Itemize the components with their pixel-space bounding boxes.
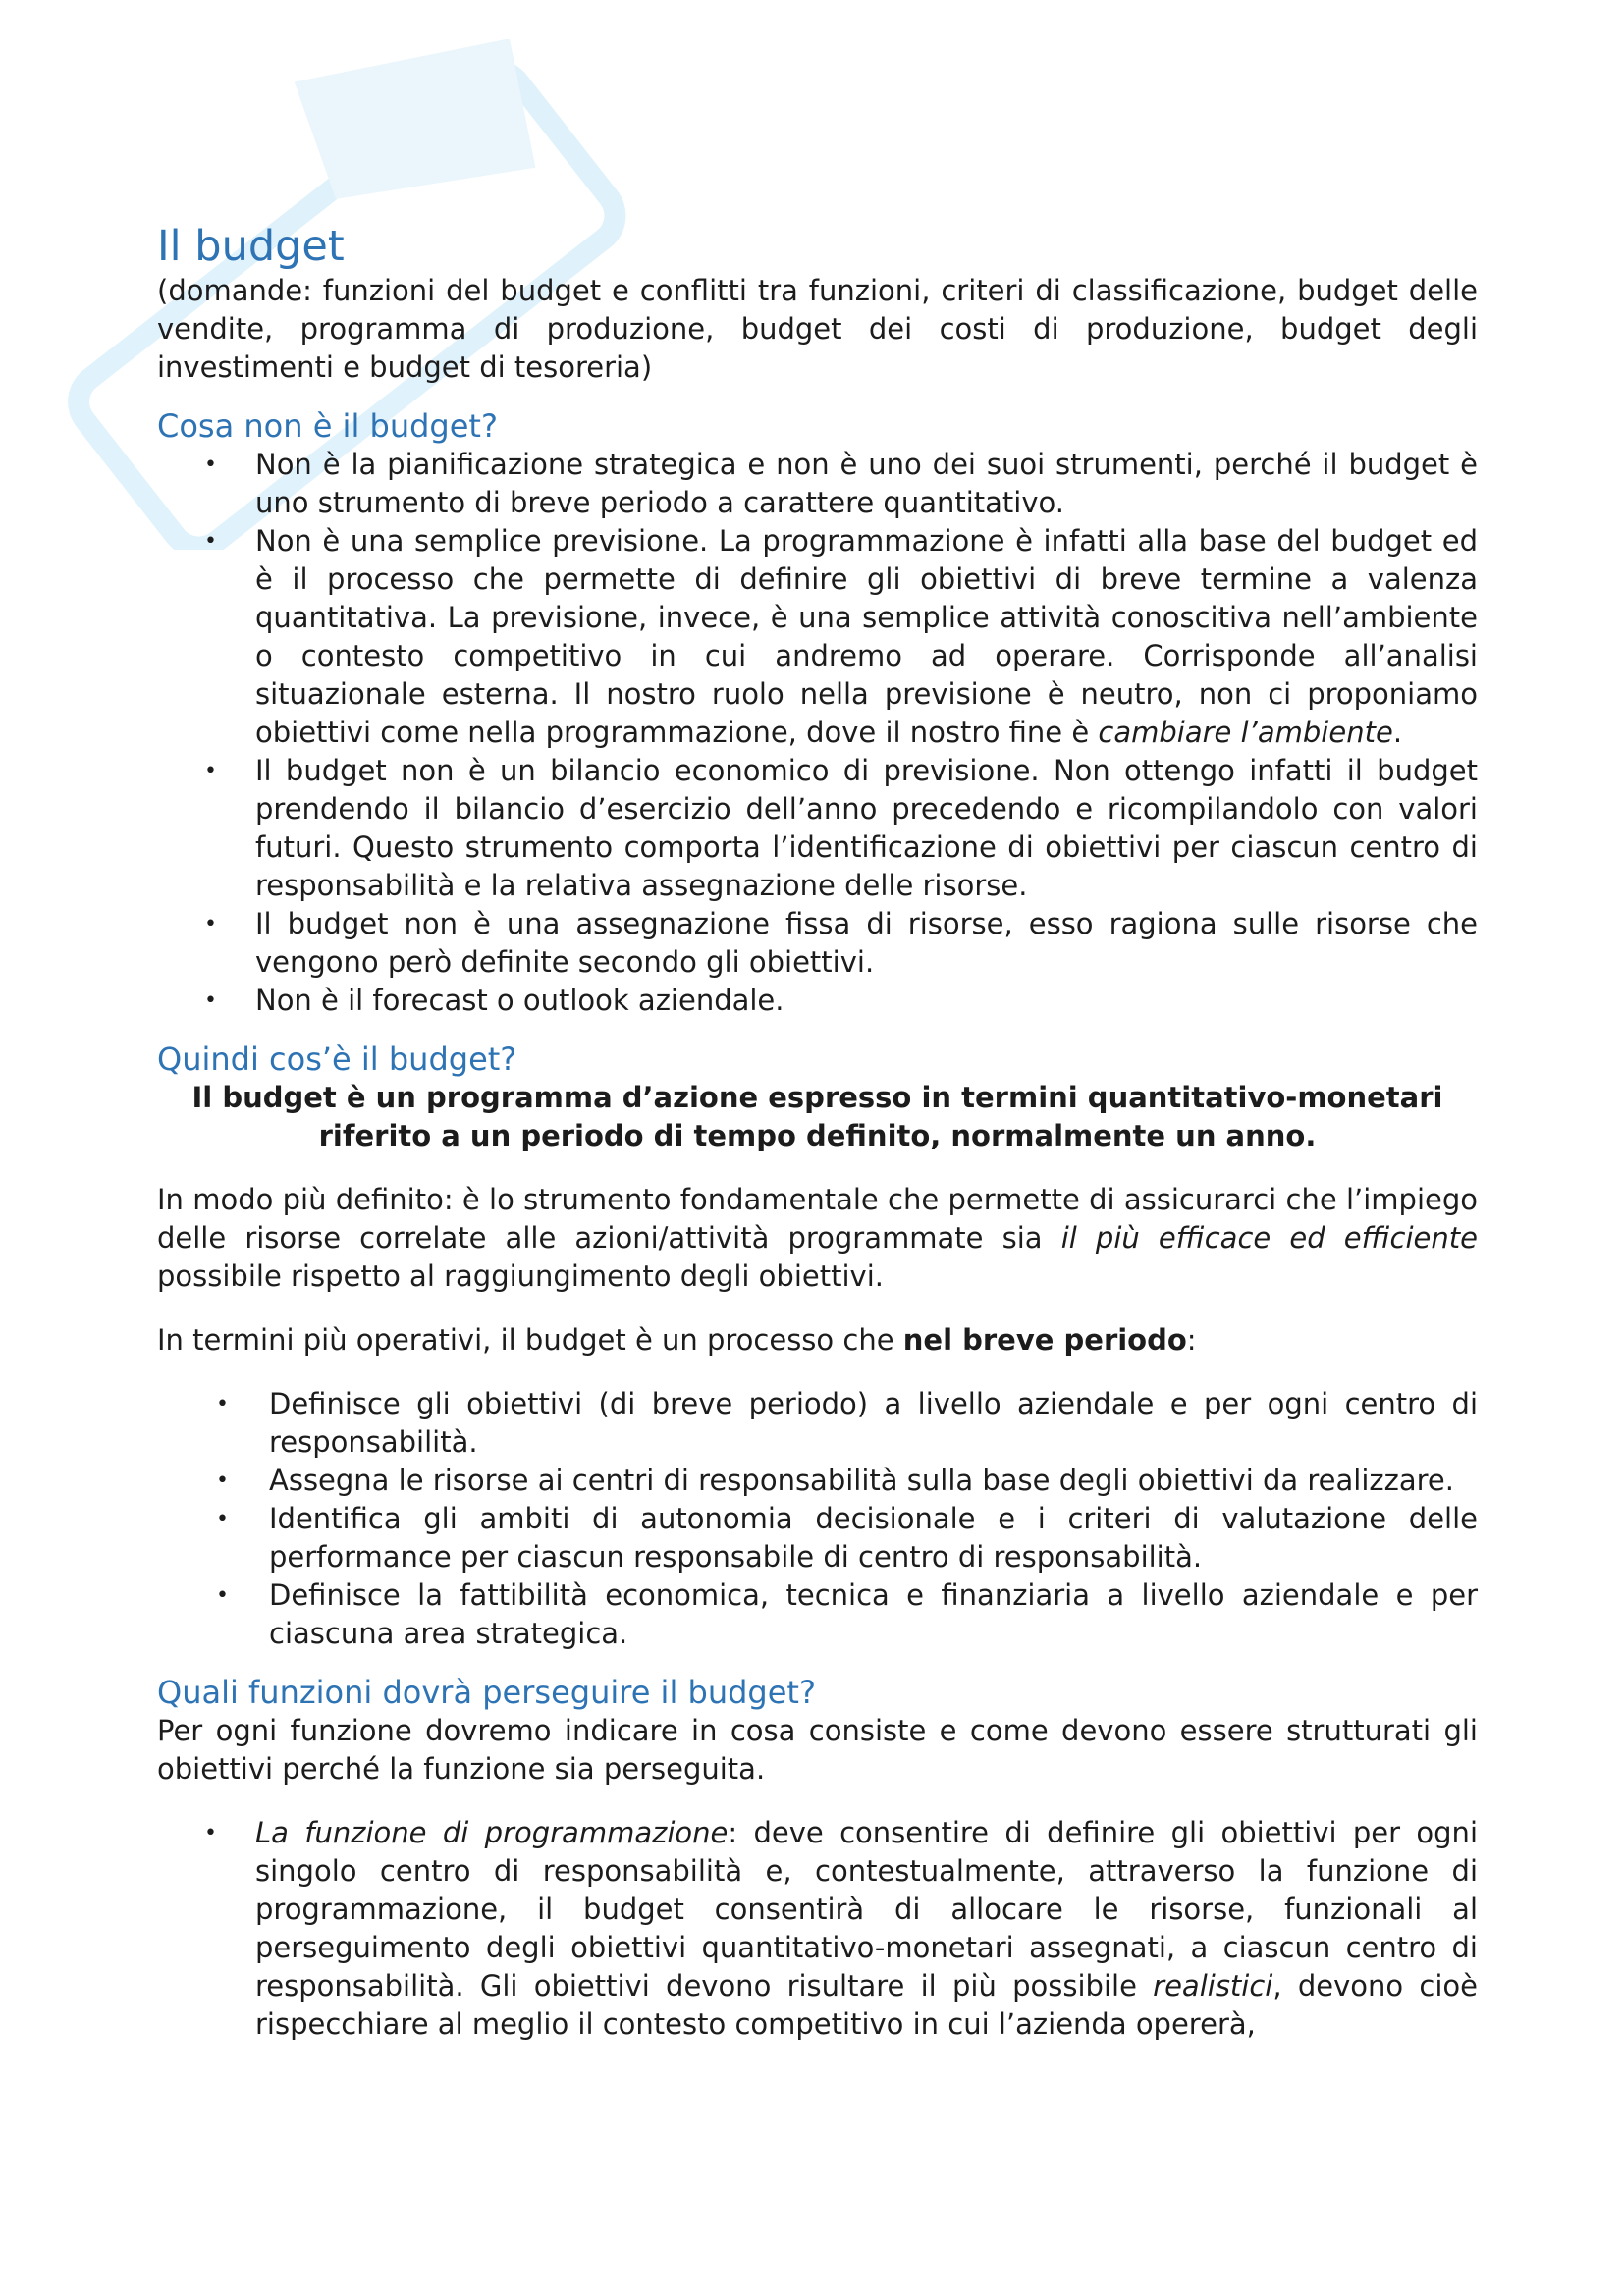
paragraph-operativi: In termini più operativi, il budget è un processo che nel breve periodo: (157, 1323, 1197, 1357)
section-heading-funzioni: Quali funzioni dovrà perseguire il budget? (157, 1674, 816, 1711)
paragraph-funzioni-intro: Per ogni funzione dovremo indicare in cosa consiste e come devono essere strutturati gli obiettivi perché la funzione sia perseguita. (157, 1714, 1478, 1786)
section-heading-cos-e: Quindi cos’è il budget? (157, 1041, 517, 1078)
list-item: • Non è il forecast o outlook aziendale. (157, 982, 1478, 1020)
list-item: • Assegna le risorse ai centri di responsabilità sulla base degli obiettivi da realizzare. (157, 1462, 1478, 1500)
list-cosa-non-e (157, 446, 1478, 1020)
bullet-icon: • (204, 759, 217, 783)
list-item: • Identifica gli ambiti di autonomia decisionale e i criteri di valutazione delle performance per ciascun responsabile di centro di responsabilità. (216, 1502, 1478, 1574)
bullet-icon: • (204, 453, 217, 477)
page-title: Il budget (157, 222, 345, 271)
list-processo (157, 1385, 1478, 1653)
intro-paragraph: (domande: funzioni del budget e conflitti tra funzioni, criteri di classificazione, budget delle vendite, programma di produzione, budget dei costi di produzione, budget degli investimenti e budget di tesoreria) (157, 274, 1478, 384)
paragraph-definito: In modo più definito: è lo strumento fondamentale che permette di assicurarci che l’impiego delle risorse correlate alle azioni/attività programmate sia il più efficace ed efficiente possibile rispetto al raggiungimento degli obiettivi. (157, 1183, 1478, 1293)
bullet-icon: • (216, 1507, 229, 1531)
list-item: • Non è una semplice previsione. La programmazione è infatti alla base del budget ed è il processo che permette di definire gli obiettivi di breve termine a valenza quantitativa. La previsione, invece, è una semplice attività conoscitiva nell’ambiente o contesto competitivo in cui andremo ad operare. Corrisponde all’analisi situazionale esterna. Il nostro ruolo nella previsione è neutro, non ci proponiamo obiettivi come nella programmazione, dove il nostro fine è cambiare l’ambiente. (204, 524, 1478, 749)
list-item: • La funzione di programmazione: deve consentire di definire gli obiettivi per ogni singolo centro di responsabilità e, contestualmente, attraverso la funzione di programmazione, il budget consentirà di allocare le risorse, funzionali al perseguimento degli obiettivi quantitativo-monetari assegnati, a ciascun centro di responsabilità. Gli obiettivi devono risultare il più possibile realistici, devono cioè rispecchiare al meglio il contesto competitivo in cui l’azienda opererà, (204, 1816, 1478, 2041)
section-heading-cosa-non-e: Cosa non è il budget? (157, 407, 498, 445)
list-funzioni (157, 1814, 1478, 2044)
list-item: • Il budget non è una assegnazione fissa di risorse, esso ragiona sulle risorse che vengono però definite secondo gli obiettivi. (204, 907, 1478, 979)
list-item: • Non è la pianificazione strategica e non è uno dei suoi strumenti, perché il budget è uno strumento di breve periodo a carattere quantitativo. (204, 448, 1478, 519)
bullet-icon: • (216, 1468, 229, 1493)
bullet-icon: • (204, 1821, 217, 1845)
document-page (157, 221, 1478, 2044)
list-item: • Il budget non è un bilancio economico di previsione. Non ottengo infatti il budget prendendo il bilancio d’esercizio dell’anno precedendo e ricompilandolo con valori futuri. Questo strumento comporta l’identificazione di obiettivi per ciascun centro di responsabilità e la relativa assegnazione delle risorse. (204, 754, 1478, 902)
bullet-icon: • (216, 1392, 229, 1416)
bullet-icon: • (204, 912, 217, 936)
budget-definition: Il budget è un programma d’azione espresso in termini quantitativo-monetari riferito a un periodo di tempo definito, normalmente un anno. (191, 1081, 1443, 1152)
list-item: • Definisce la fattibilità economica, tecnica e finanziaria a livello aziendale e per ciascuna area strategica. (216, 1578, 1478, 1650)
bullet-icon: • (204, 529, 217, 554)
bullet-icon: • (216, 1583, 229, 1608)
bullet-icon: • (204, 988, 217, 1013)
list-item: • Definisce gli obiettivi (di breve periodo) a livello aziendale e per ogni centro di responsabilità. (216, 1387, 1478, 1459)
